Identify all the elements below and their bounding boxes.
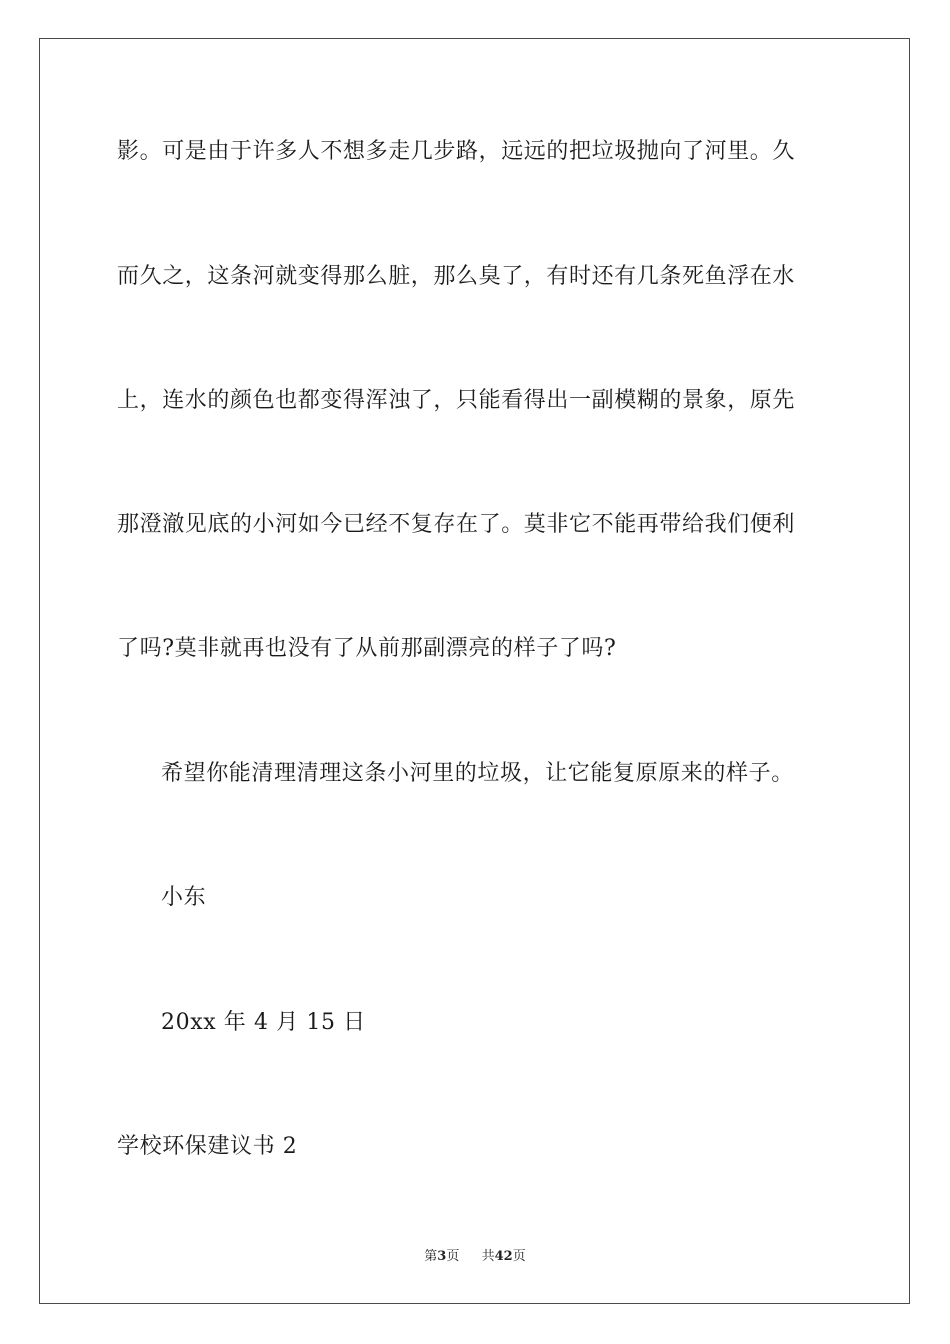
page-footer [0,1248,950,1266]
footer-page-prefix: 第 [424,1249,438,1264]
body-text-line-3: 上，连水的颜色也都变得浑浊了，只能看得出一副模糊的景象，原先 [117,388,796,413]
body-text-line-2: 而久之，这条河就变得那么脏，那么臭了，有时还有几条死鱼浮在水 [117,264,796,289]
wish-paragraph: 希望你能清理清理这条小河里的垃圾，让它能复原原来的样子。 [161,761,794,786]
footer-total-prefix: 共 [481,1249,495,1264]
footer-page-number: 3 [437,1249,447,1264]
date-line: 20xx 年 4 月 15 日 [161,1010,366,1035]
footer-total-pages: 42 [494,1249,513,1264]
next-section-title: 学校环保建议书 2 [117,1134,298,1159]
signature: 小东 [161,885,207,910]
footer-page-suffix: 页 [446,1249,460,1264]
footer-total-suffix: 页 [512,1249,526,1264]
body-text-line-4: 那澄澈见底的小河如今已经不复存在了。莫非它不能再带给我们便利 [117,512,796,537]
body-text-line-5: 了吗?莫非就再也没有了从前那副漂亮的样子了吗? [117,636,617,661]
page-border [39,38,910,1304]
body-text-line-1: 影。可是由于许多人不想多走几步路，远远的把垃圾抛向了河里。久 [117,139,796,164]
